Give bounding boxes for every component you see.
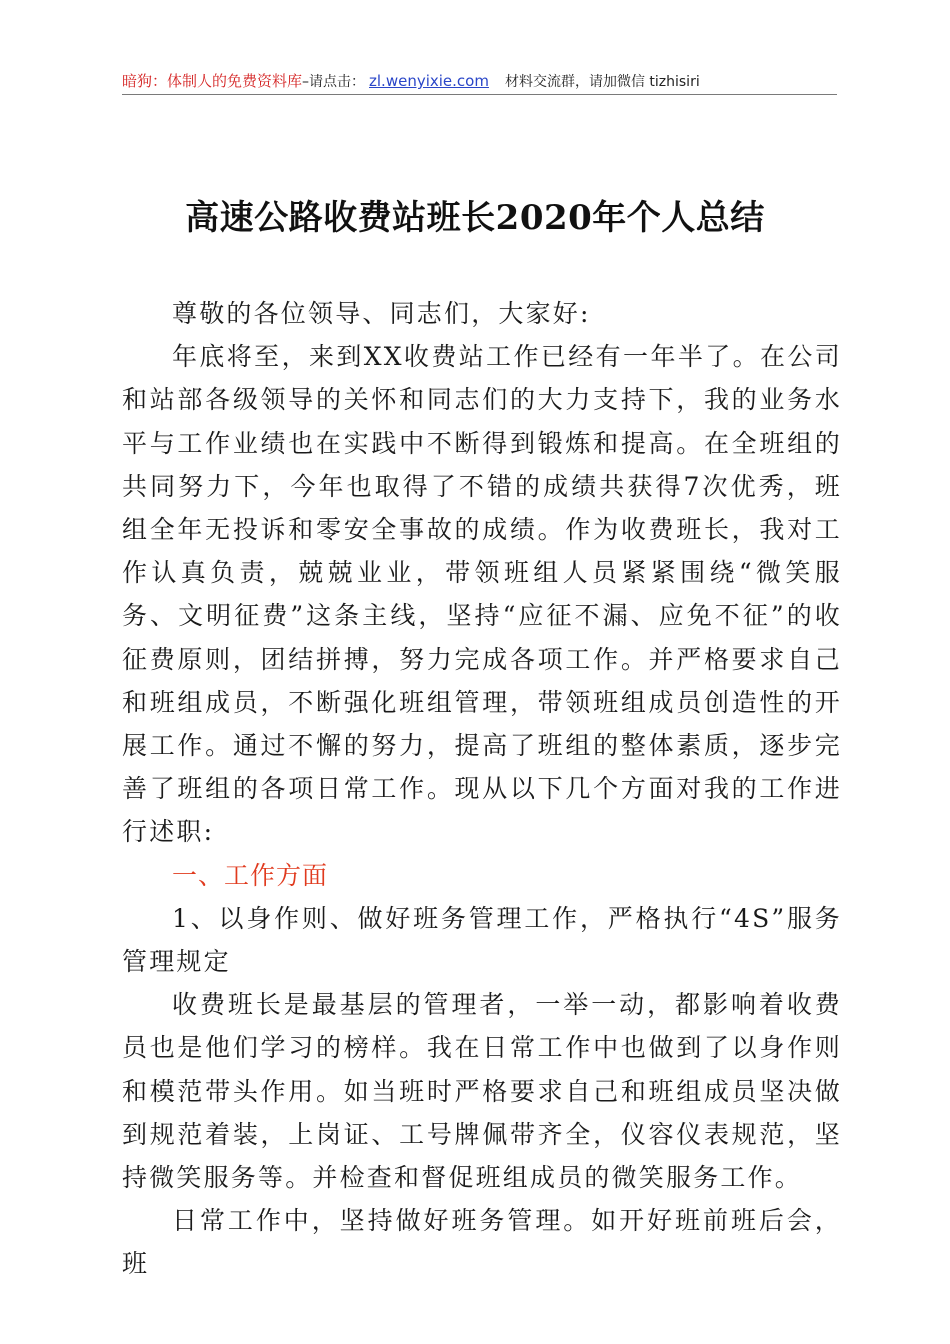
paragraph-daily-work: 日常工作中，坚持做好班务管理。如开好班前班后会，班 [122, 1206, 842, 1279]
greeting: 尊敬的各位领导、同志们，大家好: [172, 299, 591, 328]
document-body [122, 292, 842, 1286]
click-prompt: –请点击： [302, 74, 366, 90]
wechat-group-note: 材料交流群，请加微信 tizhisiri [504, 74, 700, 90]
document-title: 高速公路收费站班长2020年个人总结 [185, 198, 765, 238]
page-header [122, 68, 837, 95]
paragraph-role-model: 收费班长是最基层的管理者，一举一动，都影响着收费员也是他们学习的榜样。我在日常工作中也做到了以身作则和模范带头作用。如当班时严格要求自己和班组成员坚决做到规范着装，上岗证、工号牌佩带齐全，仪容仪表规范，坚持微笑服务等。并检查和督促班组成员的微笑服务工作。 [122, 990, 842, 1193]
site-link[interactable]: zl.wenyixie.com [369, 72, 489, 90]
list-item-heading: 1、以身作则、做好班务管理工作，严格执行“4S”服务管理规定 [122, 903, 842, 977]
section-heading: 一、工作方面 [172, 860, 329, 890]
paragraph-intro: 年底将至，来到XX收费站工作已经有一年半了。在公司和站部各级领导的关怀和同志们的大力支持下，我的业务水平与工作业绩也在实践中不断得到锻炼和提高。在全班组的共同努力下，今年也取得了不错的成绩共获得7次优秀，班组全年无投诉和零安全事故的成绩。作为收费班长，我对工作认真负责，兢兢业业，带领班组人员紧紧围绕“微笑服务、文明征费”这条主线，坚持“应征不漏、应免不征”的收征费原则，团结拼搏，努力完成各项工作。并严格要求自己和班组成员，不断强化班组管理，带领班组成员创造性的开展工作。通过不懈的努力，提高了班组的整体素质，逐步完善了班组的各项日常工作。现从以下几个方面对我的工作进行述职: [122, 342, 842, 847]
site-name: 暗狗：体制人的免费资料库 [122, 72, 303, 90]
